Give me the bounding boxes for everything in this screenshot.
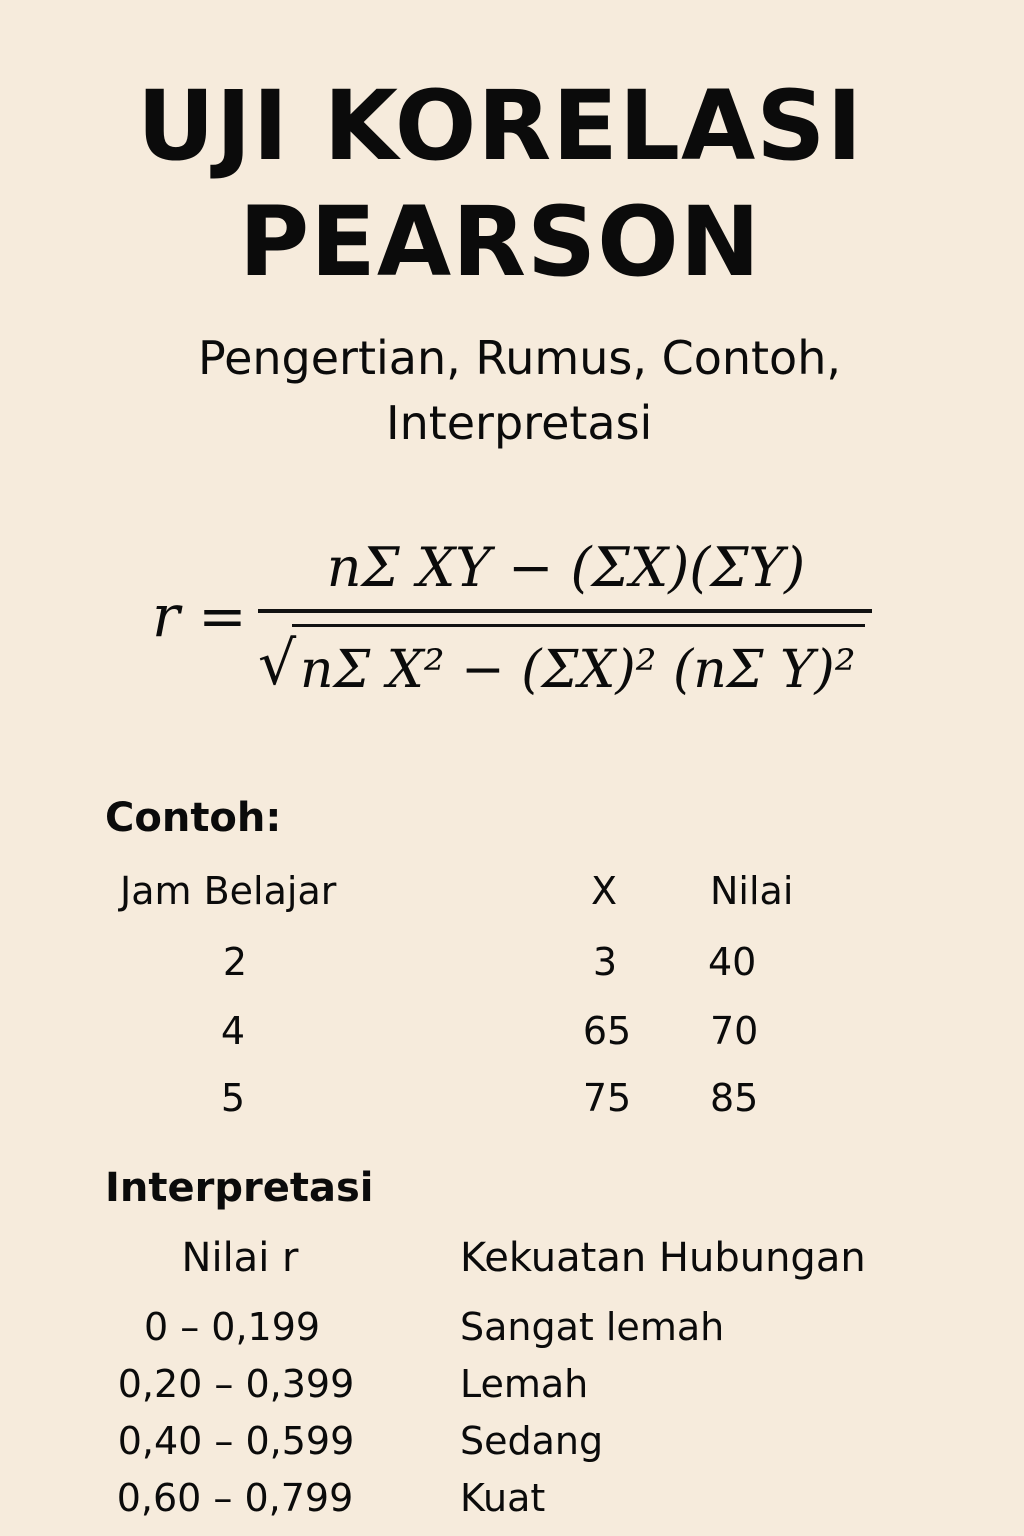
title-line-1: UJI KORELASI	[136, 70, 864, 182]
column-header: X	[590, 869, 618, 913]
table-cell: Sangat lemah	[460, 1305, 725, 1349]
table-cell: 75	[582, 1076, 632, 1120]
table-cell: Sedang	[460, 1419, 604, 1463]
column-header: Nilai r	[181, 1235, 299, 1281]
sqrt-overline	[292, 624, 865, 627]
table-cell: 70	[710, 1009, 759, 1053]
column-header: Jam Belajar	[120, 869, 337, 913]
table-cell: 40	[708, 940, 757, 984]
formula-lhs: r =	[152, 582, 247, 650]
table-cell: 65	[582, 1009, 632, 1053]
table-cell: 0,60 – 0,799	[116, 1476, 354, 1520]
interpretation-heading: Interpretasi	[105, 1165, 374, 1211]
table-cell: 0,20 – 0,399	[117, 1362, 355, 1406]
subtitle-line-1: Pengertian, Rumus, Contoh,	[198, 331, 841, 385]
subtitle-line-2: Interpretasi	[386, 396, 653, 450]
formula-numerator: nΣ XY − (ΣX)(ΣY)	[326, 536, 806, 599]
table-cell: 85	[710, 1076, 759, 1120]
table-cell: 4	[220, 1009, 246, 1053]
fraction-bar	[258, 609, 872, 613]
column-header: Nilai	[710, 869, 794, 913]
column-header: Kekuatan Hubungan	[460, 1235, 866, 1281]
title-line-2: PEARSON	[238, 186, 762, 298]
table-cell: Kuat	[460, 1476, 546, 1520]
table-cell: 3	[592, 940, 618, 984]
table-cell: 5	[220, 1076, 246, 1120]
table-cell: 0,40 – 0,599	[117, 1419, 355, 1463]
example-heading: Contoh:	[105, 795, 282, 841]
table-cell: Lemah	[460, 1362, 589, 1406]
formula-denominator: nΣ X² − (ΣX)² (nΣ Y)²	[300, 640, 856, 700]
table-cell: 0 – 0,199	[143, 1305, 321, 1349]
sqrt-icon: √	[258, 629, 297, 699]
table-cell: 2	[222, 940, 248, 984]
